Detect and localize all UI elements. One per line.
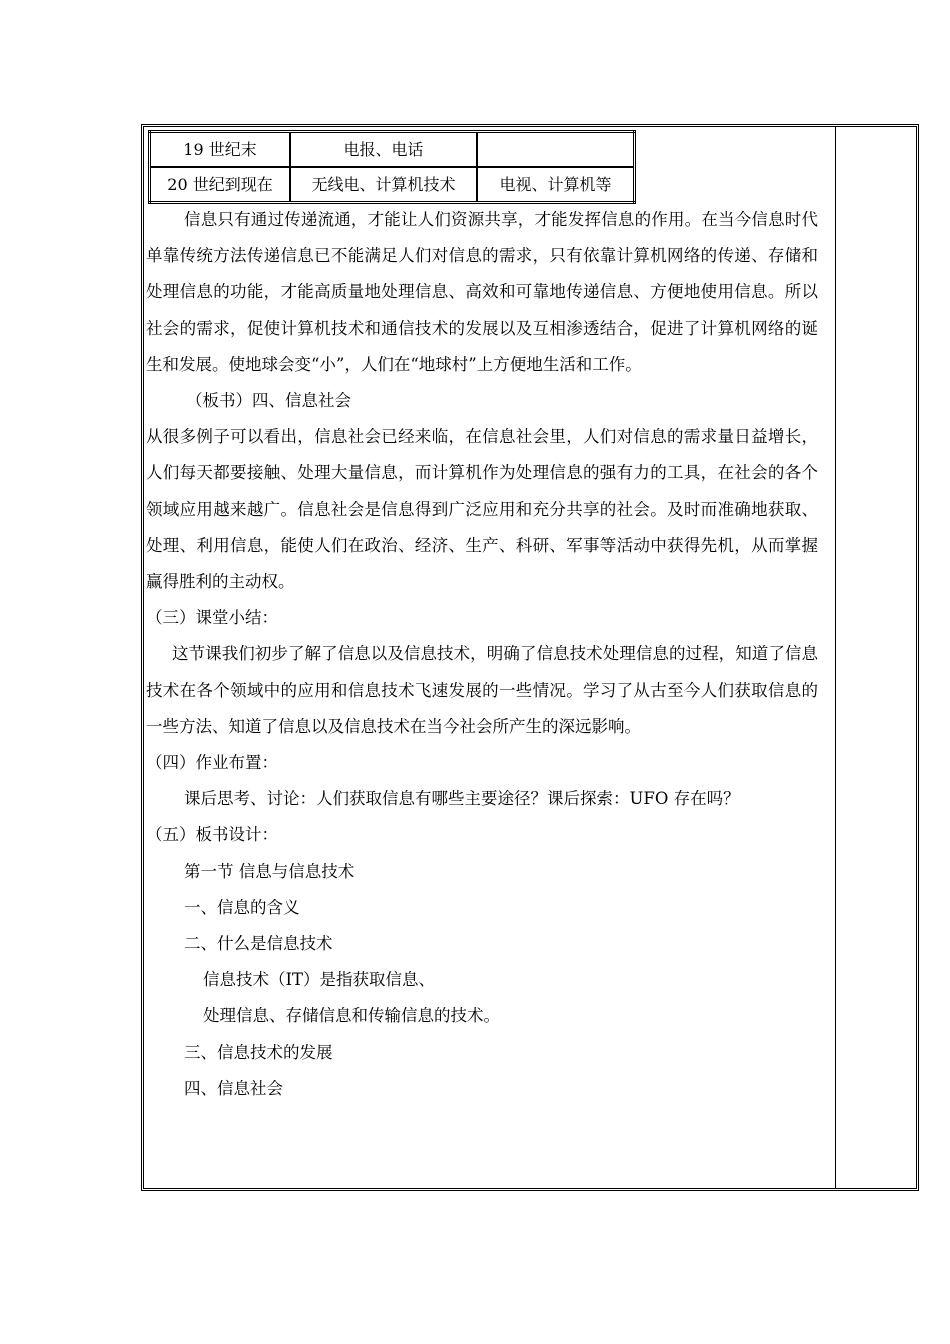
table-row (150, 167, 635, 203)
board-line: 四、信息社会 (184, 1078, 283, 1098)
table-cell (477, 132, 635, 168)
heading-homework: （四）作业布置： (146, 753, 278, 773)
heading-board-design: （五）板书设计： (146, 825, 278, 845)
table-row (150, 132, 635, 168)
lesson-content (146, 202, 818, 1107)
table-cell: 20 世纪到现在 (150, 167, 291, 203)
table-cell: 19 世纪末 (150, 132, 291, 168)
board-line: 信息技术（IT）是指获取信息、 (203, 970, 436, 990)
board-line: 一、信息的含义 (184, 897, 300, 917)
paragraph-network: 信息只有通过传递流通，才能让人们资源共享，才能发挥信息的作用。在当今信息时代单靠传统方法传递信息已不能满足人们对信息的需求，只有依靠计算机网络的传递、存储和处理信息的功能，才能高质量地处理信息、高效和可靠地传递信息、方便地使用信息。所以社会的需求，促使计算机技术和通信技术的发展以及互相渗透结合，促进了计算机网络的诞生和发展。使地球会变“小”，人们在“地球村”上方便地生活和工作。 (146, 210, 818, 374)
paragraph-info-society: 从很多例子可以看出，信息社会已经来临，在信息社会里，人们对信息的需求量日益增长，人们每天都要接触、处理大量信息，而计算机作为处理信息的强有力的工具，在社会的各个领域应用越来越广。信息社会是信息得到广泛应用和充分共享的社会。及时而准确地获取、处理、利用信息，能使人们在政治、经济、生产、科研、军事等活动中获得先机，从而掌握赢得胜利的主动权。 (146, 427, 818, 592)
column-divider (835, 127, 836, 1188)
lesson-table (141, 124, 919, 1191)
board-line: 二、什么是信息技术 (184, 934, 333, 954)
board-line: 三、信息技术的发展 (184, 1042, 333, 1062)
board-line: 处理信息、存储信息和传输信息的技术。 (203, 1006, 500, 1026)
homework-text: 课后思考、讨论：人们获取信息有哪些主要途径？课后探索：UFO 存在吗？ (184, 789, 740, 809)
heading-summary: （三）课堂小结： (146, 608, 278, 628)
board-line: 第一节 信息与信息技术 (184, 861, 355, 881)
paragraph-summary: 这节课我们初步了解了信息以及信息技术，明确了信息技术处理信息的过程，知道了信息技术在各个领域中的应用和信息技术飞速发展的一些情况。学习了从古至今人们获取信息的一些方法、知道了信息以及信息技术在当今社会所产生的深远影响。 (146, 644, 818, 736)
table-cell: 无线电、计算机技术 (290, 167, 477, 203)
heading-info-society: （板书）四、信息社会 (186, 391, 351, 411)
table-cell: 电视、计算机等 (477, 167, 635, 203)
table-cell: 电报、电话 (290, 132, 477, 168)
history-table (148, 130, 636, 204)
